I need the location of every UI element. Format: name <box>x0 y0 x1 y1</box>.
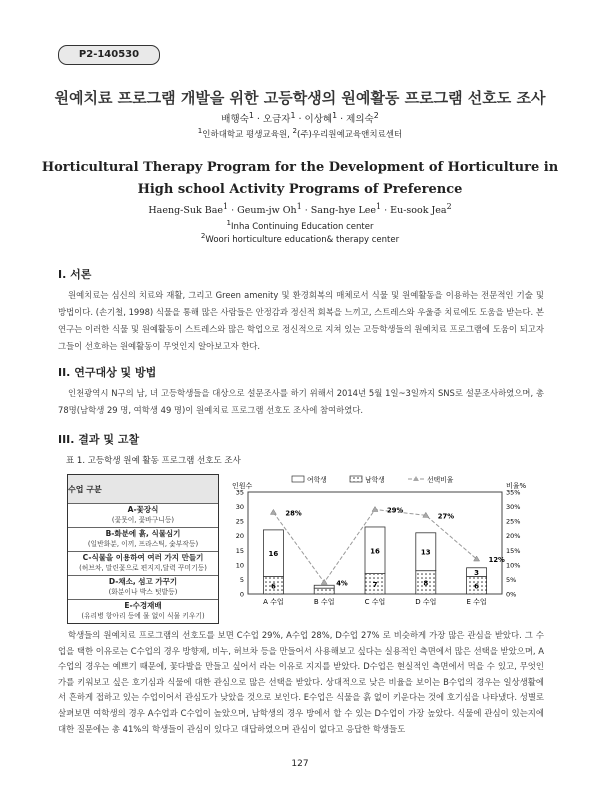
program-desc: (유리병 항아리 등에 물 없이 식물 키우기) <box>81 612 205 620</box>
y-axis-title-right: 비율% <box>506 482 527 490</box>
bar-label-boys: 7 <box>372 580 378 589</box>
point-label: 12% <box>488 556 505 565</box>
bar-girls <box>314 585 334 588</box>
author-name: Geum-jw Oh <box>237 205 297 217</box>
affiliations-korean <box>0 126 600 140</box>
author-name: Eu-sook Jea <box>390 205 447 217</box>
program-desc: (허브차, 말린꽃으로 편지지,달력 꾸미기등) <box>79 564 207 572</box>
affil-sup: 2 <box>292 126 298 135</box>
legend-swatch-boys <box>350 476 362 482</box>
affil-sup: 1 <box>226 218 232 227</box>
y-tick-left: 35 <box>235 488 244 497</box>
x-tick-label: C 수업 <box>364 598 386 606</box>
paper-title-korean: 원예치료 프로그램 개발을 위한 고등학생의 원예활동 프로그램 선호도 조사 <box>54 89 546 107</box>
point-label: 27% <box>437 512 455 521</box>
section-heading-intro: I. 서론 <box>58 268 92 281</box>
bar-label-boys: 6 <box>270 582 276 591</box>
table-row <box>68 551 218 575</box>
x-tick-label: A 수업 <box>263 598 284 606</box>
y-tick-right: 20% <box>506 532 521 541</box>
program-name: A-꽃장식 <box>127 505 159 514</box>
program-desc: (일반화분, 이끼, 프라스틱, 숯부작등) <box>87 540 199 548</box>
section-heading-methods: II. 연구대상 및 방법 <box>58 366 157 379</box>
y-tick-right: 15% <box>506 546 521 555</box>
author-sup: 1 <box>376 202 382 211</box>
preference-chart <box>220 472 540 610</box>
y-tick-right: 25% <box>506 517 521 526</box>
legend-marker-ratio <box>413 476 419 481</box>
program-desc: (화분이나 박스 텃밭등) <box>108 588 178 596</box>
affil-sup: 1 <box>197 126 203 135</box>
bar-label-boys: 8 <box>423 579 429 588</box>
x-tick-label: D 수업 <box>415 598 437 606</box>
legend-label-ratio: 선택비율 <box>427 476 454 484</box>
affil-text: (주)우리원예교육앤치료센터 <box>297 129 403 140</box>
table-row <box>68 575 218 599</box>
y-tick-right: 35% <box>506 488 521 497</box>
author-sup: 1 <box>332 111 338 120</box>
y-tick-left: 5 <box>239 575 244 584</box>
y-tick-left: 20 <box>235 532 244 541</box>
point-label: 4% <box>336 579 348 588</box>
intro-paragraph: 원예치료는 심신의 치료와 재활, 그리고 Green amenity 및 환경회복의 매체로서 식물 및 원예활동을 이용하는 전문적인 기술 및 방법이다. (손기철, 1998) 식물을 통해 많은 사람들은 안정감과 정신적 회복을 느끼고, 스트레스와 우울증 치료에도 도움을 받는다. 본 연구는 이러한 식물 및 원예활동이 스트레스와 많은 학업으로 정신적으로 지쳐 있는 고등학생들의 원예치료 프로그램에 도움이 되고자 그들이 선호하는 원예활동이 무엇인지 알아보고자 한다. <box>58 290 544 351</box>
author-name: Haeng-Suk Bae <box>148 205 224 217</box>
section-heading-results: III. 결과 및 고찰 <box>58 433 140 446</box>
y-tick-right: 5% <box>506 575 517 584</box>
point-label: 28% <box>285 509 302 518</box>
author-name: 배행숙 <box>221 114 249 126</box>
author-sup: 2 <box>446 202 452 211</box>
author-name: 이상혜 <box>304 114 333 126</box>
bar-label-boys: 6 <box>474 582 480 591</box>
legend-label-girls: 여학생 <box>307 476 327 484</box>
y-tick-right: 10% <box>506 561 521 570</box>
author-sup: 1 <box>296 202 302 211</box>
bar-label-girls: 3 <box>474 569 480 578</box>
paper-title-english <box>0 157 600 201</box>
affil-text: Inha Continuing Education center <box>231 221 374 232</box>
y-tick-left: 10 <box>235 561 244 570</box>
bar-label-girls: 16 <box>370 547 380 556</box>
title-line: High school Activity Programs of Preference <box>137 182 463 197</box>
author-name: Sang-hye Lee <box>310 205 377 217</box>
program-table <box>67 474 219 624</box>
y-tick-left: 0 <box>239 590 244 599</box>
bar-boys <box>314 588 334 594</box>
y-tick-right: 0% <box>506 590 517 599</box>
table-row <box>68 599 218 623</box>
y-tick-left: 15 <box>235 546 244 555</box>
author-name: 제의숙 <box>346 114 374 126</box>
bar-label-girls: 16 <box>268 550 279 559</box>
table-row <box>68 503 218 527</box>
author-sup: 1 <box>248 111 254 120</box>
authors-korean: 배행숙$^1$ · 오금자$^1$ · 이상혜$^1$ · 제의숙$^2$ <box>221 111 379 126</box>
program-name: B-화분에 흙, 식물심기 <box>105 529 181 538</box>
table-caption: 표 1. 고등학생 원예 활동 프로그램 선호도 조사 <box>66 456 241 466</box>
author-name: 오금자 <box>262 114 291 126</box>
author-sup: 1 <box>223 202 229 211</box>
program-name: C-식물을 이용하여 여러 가지 만들기 <box>82 553 204 562</box>
bar-label-girls: 13 <box>420 548 431 557</box>
y-axis-title-left: 인원수 <box>232 482 253 490</box>
affil-text: Woori horticulture education& therapy center <box>205 234 400 245</box>
affiliation-english-1 <box>0 218 600 232</box>
table-header: 수업 구분 <box>68 475 218 503</box>
program-name: D-채소, 섬고 가꾸기 <box>108 577 178 586</box>
paper-id-badge: P2-140530 <box>58 45 160 65</box>
legend-label-boys: 남학생 <box>365 476 385 484</box>
title-line: Horticultural Therapy Program for the Development of Horticulture in <box>41 160 559 175</box>
affil-text: 인하대학교 평생교육원, <box>202 129 293 140</box>
author-sup: 1 <box>290 111 296 120</box>
affiliation-english-2 <box>0 231 600 245</box>
methods-paragraph: 인천광역시 N구의 남, 녀 고등학생들을 대상으로 설문조사를 하기 위해서 2014년 5월 1일~3일까지 SNS로 설문조사하였으며, 총 78명(남학생 29 명, 여학생 49 명)이 원예치료 프로그램 선호도 조사에 참여하였다. <box>58 388 544 415</box>
affil-sup: 2 <box>200 231 206 240</box>
author-sup: 2 <box>373 111 379 120</box>
x-tick-label: E 수업 <box>466 598 487 606</box>
legend-swatch-girls <box>292 476 304 482</box>
y-tick-right: 30% <box>506 503 521 512</box>
x-tick-label: B 수업 <box>313 598 335 606</box>
page-number: 127 <box>291 759 309 769</box>
y-tick-left: 30 <box>235 503 244 512</box>
program-name: E-수경재배 <box>124 601 162 610</box>
y-tick-left: 25 <box>235 517 244 526</box>
point-label: 29% <box>387 506 404 515</box>
table-row <box>68 527 218 551</box>
authors-english: Haeng-Suk Bae$^1$ · Geum-jw $Oh^1$ · Sang-hye Lee$^1$ · Eu-sook Jea$^2$ <box>148 202 452 217</box>
results-paragraph: 학생들의 원예치료 프로그램의 선호도를 보면 C수업 29%, A수업 28%, D수업 27% 로 비슷하게 가장 많은 관심을 받았다. 그 수업을 택한 이유로는 C수업의 경우 방향제, 비누, 허브차 등을 만들어서 사용해보고 싶다는 실용적인 측면에서 많은 선택을 받았으며, A수업의 경우는 예쁘기 때문에, 꽃다발을 만들고 싶어서 라는 이유로 지지를 받았다. D수업은 현실적인 측면에서 먹을 수 있고, 무엇인가를 키워보고 싶은 호기심과 식물에 대한 관심으로 많은 선택을 받았다. 상대적으로 낮은 비율을 보이는 B수업의 경우는 일상생활에서 흔하게 접하고 있는 수업이어서 관심도가 낮았을 것으로 보인다. E수업은 식물을 흙 없이 키운다는 것에 호기심을 나타냈다. 성별로 살펴보면 여학생의 경우 A수업과 C수업이 높았으며, 남학생의 경우 방에서 할 수 있는 D수업이 가장 높았다. 식물에 관심이 있는지에 대한 질문에는 총 41%의 학생들이 관심이 있다고 대답하였으며 관심이 없다고 응답한 학생들도 <box>58 630 544 734</box>
program-desc: (꽃뭇이, 꽃바구니등) <box>111 516 175 524</box>
